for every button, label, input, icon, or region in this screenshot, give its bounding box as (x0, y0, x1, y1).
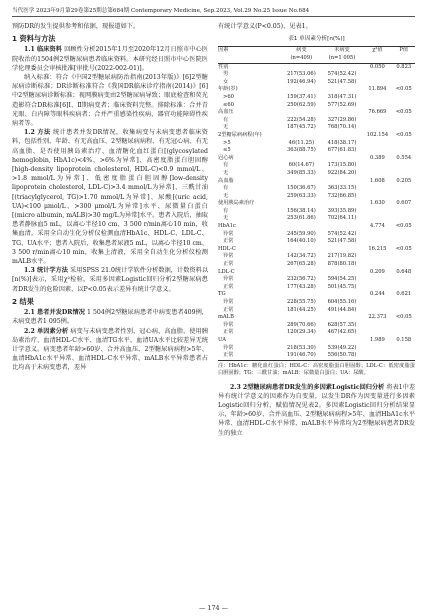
cell-factor: 高血脂 (218, 177, 234, 184)
cell-p-value (393, 253, 415, 261)
cell-factor: 异常 (223, 253, 234, 260)
cell-chi-square (362, 140, 392, 148)
cell-diseased: 187(45.72) (286, 124, 316, 131)
col-head-diseased: 病变 (281, 47, 322, 55)
cell-p-value (393, 140, 415, 148)
cell-non-diseased (322, 132, 363, 140)
section-2-3 (218, 383, 415, 438)
cell-diseased: 120(29.34) (286, 329, 316, 336)
cell-non-diseased (322, 109, 363, 117)
cell-diseased (281, 200, 322, 208)
cell-p-value (393, 193, 415, 201)
cell-non-diseased: 318(47.31) (327, 93, 357, 100)
cell-p-value (393, 170, 415, 178)
cell-chi-square (362, 102, 392, 110)
cell-diseased (281, 314, 322, 322)
cell-chi-square: 102.154 (366, 131, 389, 138)
cell-diseased: 164(40.10) (286, 238, 316, 245)
cell-diseased: 218(53.30) (286, 344, 316, 351)
cell-chi-square (362, 208, 392, 216)
cell-p-value (393, 79, 415, 87)
table-row (218, 132, 415, 140)
cell-diseased: 46(11.25) (288, 139, 315, 146)
cell-factor: 女 (223, 78, 229, 85)
cell-non-diseased: 628(57.35) (327, 321, 357, 328)
cell-non-diseased: 501(45.75) (327, 283, 357, 290)
cell-factor: 有 (223, 207, 229, 214)
cell-factor: 无 (223, 192, 229, 199)
cell-p-value (393, 231, 415, 239)
cell-non-diseased: 556(50.78) (322, 352, 363, 360)
cell-non-diseased: 217(19.82) (327, 253, 357, 260)
cell-factor: HbA1c (218, 223, 236, 230)
cell-chi-square: 0.389 (369, 154, 385, 161)
cell-chi-square: 76.669 (368, 109, 387, 116)
table-row (218, 140, 415, 148)
cell-chi-square (362, 231, 392, 239)
cell-chi-square (362, 276, 392, 284)
cell-p-value (393, 71, 415, 79)
journal-header (12, 4, 415, 17)
section-2-2-title: 2.2 单因素分析 (24, 327, 69, 335)
cell-factor: 异常 (223, 344, 234, 351)
cell-p-value: 0.607 (396, 200, 412, 207)
table-1-body (218, 63, 415, 360)
section-1-1-text: 回顾性分析2015年1月至2020年12月日照市中心医院收治的1504例2型糖尿病患者临床资料。本研究经日照市中心医院医学伦理委员会审核批准[审批号(2022-002-01)]。 (12, 46, 208, 72)
cell-factor: 正常 (218, 352, 281, 360)
cell-chi-square: 0.050 (369, 63, 385, 70)
cell-diseased: 60(14.67) (288, 162, 315, 169)
col-head-factor: 因素 (218, 47, 281, 55)
cell-factor: HDL-C (218, 245, 236, 252)
cell-factor: 正常 (223, 329, 234, 336)
table-row (218, 94, 415, 102)
cell-chi-square (362, 322, 392, 330)
results-tail: 有统计学意义(P<0.05)，见表1。 (218, 23, 312, 30)
cell-factor: 异常 (223, 230, 234, 237)
table-row (218, 253, 415, 261)
cell-non-diseased (322, 337, 363, 345)
cell-chi-square (362, 71, 392, 79)
col-head-p: P值 (393, 47, 415, 55)
cell-p-value (393, 215, 415, 223)
section-2-3-text: 将表1中差异有统计学意义的因素作为自变量，以发生DR作为因变量进行多因素Logistic回归分析，赋值情况见表2。多因素Logistic回归分析结果显示，年龄>60岁、合并高血压、2型糖尿病病程>5年、血清HbA1c水平异常、血清HDL-C水平异常、mALB水平异常均为2型糖尿病患者DR发生的独立 (218, 383, 416, 437)
table-row (218, 124, 415, 132)
cell-p-value (393, 352, 415, 360)
section-2-1-title: 2.1 患者并发DR情况 (24, 309, 85, 317)
cell-factor: 有 (223, 116, 229, 123)
cell-chi-square: 1.989 (369, 336, 385, 343)
cell-chi-square: 22.373 (368, 314, 387, 321)
cell-non-diseased: 539(49.22) (327, 344, 357, 351)
cell-diseased (281, 223, 322, 231)
cell-diseased (281, 178, 322, 186)
cell-non-diseased (322, 200, 363, 208)
cell-non-diseased: 491(44.84) (327, 306, 357, 313)
cell-factor: ≤60 (223, 101, 234, 108)
cell-factor: TG (218, 291, 226, 298)
cell-diseased: 156(38.14) (286, 207, 316, 214)
cell-diseased (281, 86, 322, 94)
cell-diseased: 217(53.06) (286, 71, 316, 78)
cell-p-value (393, 147, 415, 155)
criteria-paragraph: 纳入标准：符合《中国2型糖尿病防治指南(2013年版)》[6]2型糖尿病诊断标准；DR诊断标准符合《我国DR临床诊疗指南(2014)》[6]中2型糖尿病诊断标准；视网膜病变由2型糖尿病导致；眼底检查和荧光造影符合DR标准[6]Ⅰ、Ⅱ期病变者；临床资料完整。排除标准：合并青光眼、白内障等眼科疾病者；合并严重感染性疾病、器官功能障碍性疾病者等。 (12, 74, 208, 128)
table-row (218, 215, 415, 223)
cell-non-diseased: 173(15.80) (327, 162, 357, 169)
cell-p-value (393, 329, 415, 337)
cell-factor: mALB (218, 314, 234, 321)
table-1-title: 表1 单因素分析[n(%)] (288, 36, 345, 43)
cell-non-diseased: 418(38.17) (327, 139, 357, 146)
table-row (218, 162, 415, 170)
cell-diseased (281, 337, 322, 345)
cell-diseased: 177(43.28) (286, 283, 316, 290)
cell-p-value (393, 345, 415, 353)
cell-non-diseased: 521(47.58) (327, 238, 357, 245)
cell-p-value (393, 284, 415, 292)
cell-non-diseased: 393(35.89) (327, 207, 357, 214)
cell-diseased (281, 109, 322, 117)
cell-factor: 无 (223, 169, 229, 176)
cell-diseased: 192(46.94) (286, 78, 316, 85)
cell-p-value: <0.05 (395, 109, 412, 116)
cell-p-value (393, 261, 415, 269)
cell-p-value: <0.05 (395, 131, 412, 138)
cell-chi-square (362, 299, 392, 307)
cell-factor: 异常 (223, 321, 234, 328)
cell-factor: 异常 (223, 276, 234, 283)
cell-non-diseased (322, 178, 363, 186)
col-head-diseased-n: (n=409) (281, 55, 322, 63)
section-2-2 (12, 327, 208, 373)
section-2-2-text: 病变与未病变患者性别、冠心病、高血脂、使用胰岛素治疗、血清HDL-C水平、血清TG水平、血清UA水平比较差异无统计学意义。病变患者年龄>60岁、合并高血压、2型糖尿病病程>5年、血清HbA1c水平异常、血清HDL-C水平异常、mALB水平异常患者占比均高于未病变患者，差异 (12, 327, 209, 372)
cell-non-diseased (322, 291, 363, 299)
cell-non-diseased: 577(52.69) (327, 101, 357, 108)
cell-diseased: 253(61.86) (286, 215, 316, 222)
cell-chi-square (362, 117, 392, 125)
cell-chi-square (362, 94, 392, 102)
cell-diseased: 349(85.33) (286, 169, 316, 176)
cell-chi-square (362, 185, 392, 193)
cell-chi-square: 11.894 (368, 86, 387, 93)
cell-p-value: 0.823 (396, 63, 412, 70)
cell-factor: 正常 (223, 283, 234, 290)
cell-p-value: <0.05 (395, 314, 412, 321)
cell-factor: >60 (223, 93, 234, 100)
table-row (218, 155, 415, 163)
cell-chi-square (362, 79, 392, 87)
cell-non-diseased: 878(80.18) (327, 261, 357, 268)
cell-diseased: 181(44.25) (286, 306, 316, 313)
cell-factor: 冠心病 (218, 154, 234, 161)
cell-factor: 无 (223, 215, 229, 222)
cell-p-value (393, 162, 415, 170)
cell-p-value (393, 307, 415, 315)
table-row (218, 352, 415, 360)
cell-factor: 有 (223, 185, 229, 192)
cell-factor: 异常 (223, 299, 234, 305)
table-1 (218, 46, 415, 360)
table-row (218, 178, 415, 186)
cell-non-diseased: 467(42.65) (327, 329, 357, 336)
cell-p-value (393, 299, 415, 307)
cell-non-diseased: 768(70.14) (327, 124, 357, 131)
cell-non-diseased (322, 314, 363, 322)
table-row (218, 261, 415, 269)
table-row (218, 208, 415, 216)
cell-factor: 正常 (223, 261, 234, 268)
cell-diseased: 228(55.75) (286, 299, 316, 305)
cell-p-value: <0.05 (395, 86, 412, 93)
table-row (218, 71, 415, 79)
cell-p-value: 0.158 (396, 336, 412, 343)
cell-chi-square (362, 238, 392, 246)
cell-non-diseased: 922(84.20) (327, 169, 357, 176)
cell-p-value: 0.205 (396, 177, 412, 184)
section-1-1-title: 1.1 临床资料 (24, 46, 63, 54)
table-row (218, 284, 415, 292)
table-row (218, 109, 415, 117)
cell-diseased: 150(36.67) (286, 185, 316, 192)
cell-p-value (393, 238, 415, 246)
cell-factor: 年龄(岁) (218, 86, 238, 93)
cell-non-diseased: 521(47.58) (327, 78, 357, 85)
cell-chi-square: 1.630 (369, 200, 385, 207)
cell-diseased: 245(59.90) (286, 230, 316, 237)
cell-diseased: 159(37.41) (286, 93, 316, 100)
cell-p-value (393, 94, 415, 102)
cell-diseased: 259(63.33) (286, 192, 316, 199)
table-row (218, 291, 415, 299)
table-row (218, 102, 415, 110)
cell-diseased: 222(54.28) (286, 116, 316, 123)
cell-chi-square (362, 345, 392, 353)
cell-diseased: 232(56.72) (286, 276, 316, 283)
cell-factor: 正常 (223, 306, 234, 313)
section-1-2 (12, 128, 208, 266)
section-1-2-title: 1.2 方法 (24, 129, 51, 137)
cell-chi-square: 1.608 (369, 177, 385, 184)
cell-non-diseased: 677(61.83) (327, 147, 357, 154)
cell-factor: 性别 (218, 63, 229, 70)
cell-diseased: 191(46.70) (281, 352, 322, 360)
left-column (12, 22, 208, 373)
cell-non-diseased: 604(55.16) (327, 299, 357, 305)
table-row (218, 322, 415, 330)
table-row (218, 63, 415, 71)
cell-factor: 使用胰岛素治疗 (218, 200, 255, 207)
cell-p-value (393, 276, 415, 284)
cell-factor: 正常 (223, 238, 234, 245)
table-row (218, 86, 415, 94)
cell-p-value: <0.05 (395, 245, 412, 252)
cell-factor: 男 (223, 71, 229, 78)
cell-non-diseased (322, 86, 363, 94)
cell-p-value (393, 322, 415, 330)
table-row (218, 238, 415, 246)
cell-factor: 2型糖尿病病程(年) (218, 131, 262, 138)
table-row (218, 345, 415, 353)
table-row (218, 269, 415, 277)
cell-diseased (281, 63, 322, 71)
cell-p-value (393, 117, 415, 125)
cell-non-diseased: 363(33.15) (327, 185, 357, 192)
cell-chi-square (362, 124, 392, 132)
table-row (218, 117, 415, 125)
cell-chi-square (362, 284, 392, 292)
cell-non-diseased: 732(66.85) (327, 192, 357, 199)
cell-diseased: 267(65.28) (286, 261, 316, 268)
cell-chi-square: 16.215 (368, 245, 387, 252)
cell-chi-square: 4.774 (369, 223, 385, 230)
cell-chi-square (362, 147, 392, 155)
table-row (218, 200, 415, 208)
cell-factor: 高血压 (218, 109, 234, 116)
cell-chi-square: 0.244 (369, 291, 385, 298)
cell-non-diseased: 574(52.42) (327, 230, 357, 237)
table-row (218, 246, 415, 254)
table-row (218, 329, 415, 337)
cell-chi-square (362, 307, 392, 315)
cell-diseased: 142(34.72) (286, 253, 316, 260)
cell-p-value (393, 185, 415, 193)
table-row (218, 299, 415, 307)
cell-non-diseased: 327(29.86) (327, 116, 357, 123)
cell-non-diseased: 594(54.25) (327, 276, 357, 283)
section-1-2-text: 统计患者并发DR情况，收集病变与未病变患者临床资料，包括性别、年龄、有无高血压、2型糖尿病病程、有无冠心病、有无高血脂、是否使用胰岛素治疗、血清糖化血红蛋白[(glycosylated hemoglobin, HbA1c)<4%、>6%为异常]、高密度脂蛋白胆固醇[high-density lipoprotein cholesterol, HDL-C)<0.9 mmol/L、>1.8 mmol/L为异常]、低密度脂蛋白胆固醇[low-density lipoprotein cholesterol, LDL-C)>3.4 mmol/L为异常]、三酰甘油[(triacylglycerol, TG)>1.70 mmol/L为异常]、尿酸[(uric acid, UA)<100 μmol/L、>300 μmol/L为异常]水平、尿微量白蛋白[(micro albumin, mALB)>30 mg/L为异常]水平。患者入院后，抽取患者静脉血5 mL，以离心半径10 cm、3 500 r/min离心10 min，收集血清，采用全自动生化分析仪检测血清HbA1c、HDL-C、LDL-C、TG、UA水平；患者入院后，收集患者尿液5 mL，以离心半径10 cm、3 500 r/min离心10 min，收集上清液，采用全自动生化分析仪检测mALB水平。 (12, 129, 208, 266)
cell-factor: >5 (223, 139, 231, 146)
cell-factor: LDL-C (218, 268, 235, 275)
cell-p-value: 0.621 (396, 291, 412, 298)
section-1-3 (12, 266, 208, 294)
cell-factor: 无 (223, 124, 229, 131)
cell-p-value (393, 208, 415, 216)
cell-chi-square (362, 170, 392, 178)
cell-diseased: 289(70.66) (286, 321, 316, 328)
cell-factor: UA (218, 336, 226, 343)
table-row (218, 337, 415, 345)
section-1-3-text: 采用SPSS 21.0统计学软件分析数据，计数资料以[n(%)]表示，采用χ²检验，采用多因素Logistic回归分析2型糖尿病患者DR发生的危险因素，以P<0.05表示差异有统计学意义。 (12, 267, 209, 293)
col-head-chi: χ²值 (362, 47, 392, 55)
cell-non-diseased: 702(64.11) (327, 215, 357, 222)
cell-p-value: 0.648 (396, 268, 412, 275)
cell-chi-square (362, 193, 392, 201)
section-2-1-text: 1 504例2型糖尿病患者中病变患者409例，未病变患者1 095例。 (12, 309, 208, 326)
cell-chi-square (362, 261, 392, 269)
section-1-3-title: 1.3 统计学方法 (24, 267, 68, 275)
section-1-heading: 1 资料与方法 (12, 34, 56, 44)
table-row (218, 276, 415, 284)
table-1-note: 注：HbA1c：糖化血红蛋白；HDL-C：高密度脂蛋白胆固醇；LDL-C：低密度脂蛋白胆固醇；TG：三酰甘油；mALB：尿微量白蛋白；UA：尿酸。 (218, 362, 415, 377)
table-row (218, 314, 415, 322)
table-row (218, 307, 415, 315)
table-row (218, 231, 415, 239)
cell-chi-square: 0.209 (369, 268, 385, 275)
cell-chi-square (362, 253, 392, 261)
table-row (218, 185, 415, 193)
cell-non-diseased: 574(52.42) (327, 71, 357, 78)
table-row (218, 170, 415, 178)
table-row (218, 79, 415, 87)
cell-diseased (281, 291, 322, 299)
intro-tail: 预防DR的发生提供参考和依据，现报道如下。 (12, 23, 140, 30)
cell-p-value: 0.554 (396, 154, 412, 161)
table-row (218, 147, 415, 155)
cell-diseased: 363(88.75) (286, 147, 316, 154)
cell-p-value: <0.05 (395, 223, 412, 230)
cell-factor: 有 (223, 162, 229, 169)
section-2-3-title: 2.3 2型糖尿病患者DR发生的多因素Logistic回归分析 (230, 383, 385, 391)
cell-diseased (281, 132, 322, 140)
cell-diseased: 250(62.59) (286, 101, 316, 108)
cell-non-diseased (322, 223, 363, 231)
page-number: — 174 — (198, 604, 229, 612)
journal-header-text: 当代医学 2023年9月第29卷第25期总第684期 Contemporary Medicine, Sep.2023, Vol.29 No.25 Issue No.684 (12, 8, 310, 14)
cell-p-value (393, 102, 415, 110)
section-2-1 (12, 308, 208, 326)
right-column (218, 22, 415, 438)
cell-chi-square (362, 352, 392, 360)
cell-chi-square (362, 215, 392, 223)
table-row (218, 223, 415, 231)
section-2-heading: 2 结果 (12, 296, 34, 306)
cell-factor: ≤5 (223, 147, 231, 154)
cell-chi-square (362, 329, 392, 337)
col-head-non-n: (n=1 095) (322, 55, 363, 63)
cell-chi-square (362, 162, 392, 170)
section-1-1 (12, 45, 208, 73)
col-head-non: 未病变 (322, 47, 363, 55)
cell-p-value (393, 124, 415, 132)
cell-non-diseased (322, 63, 363, 71)
